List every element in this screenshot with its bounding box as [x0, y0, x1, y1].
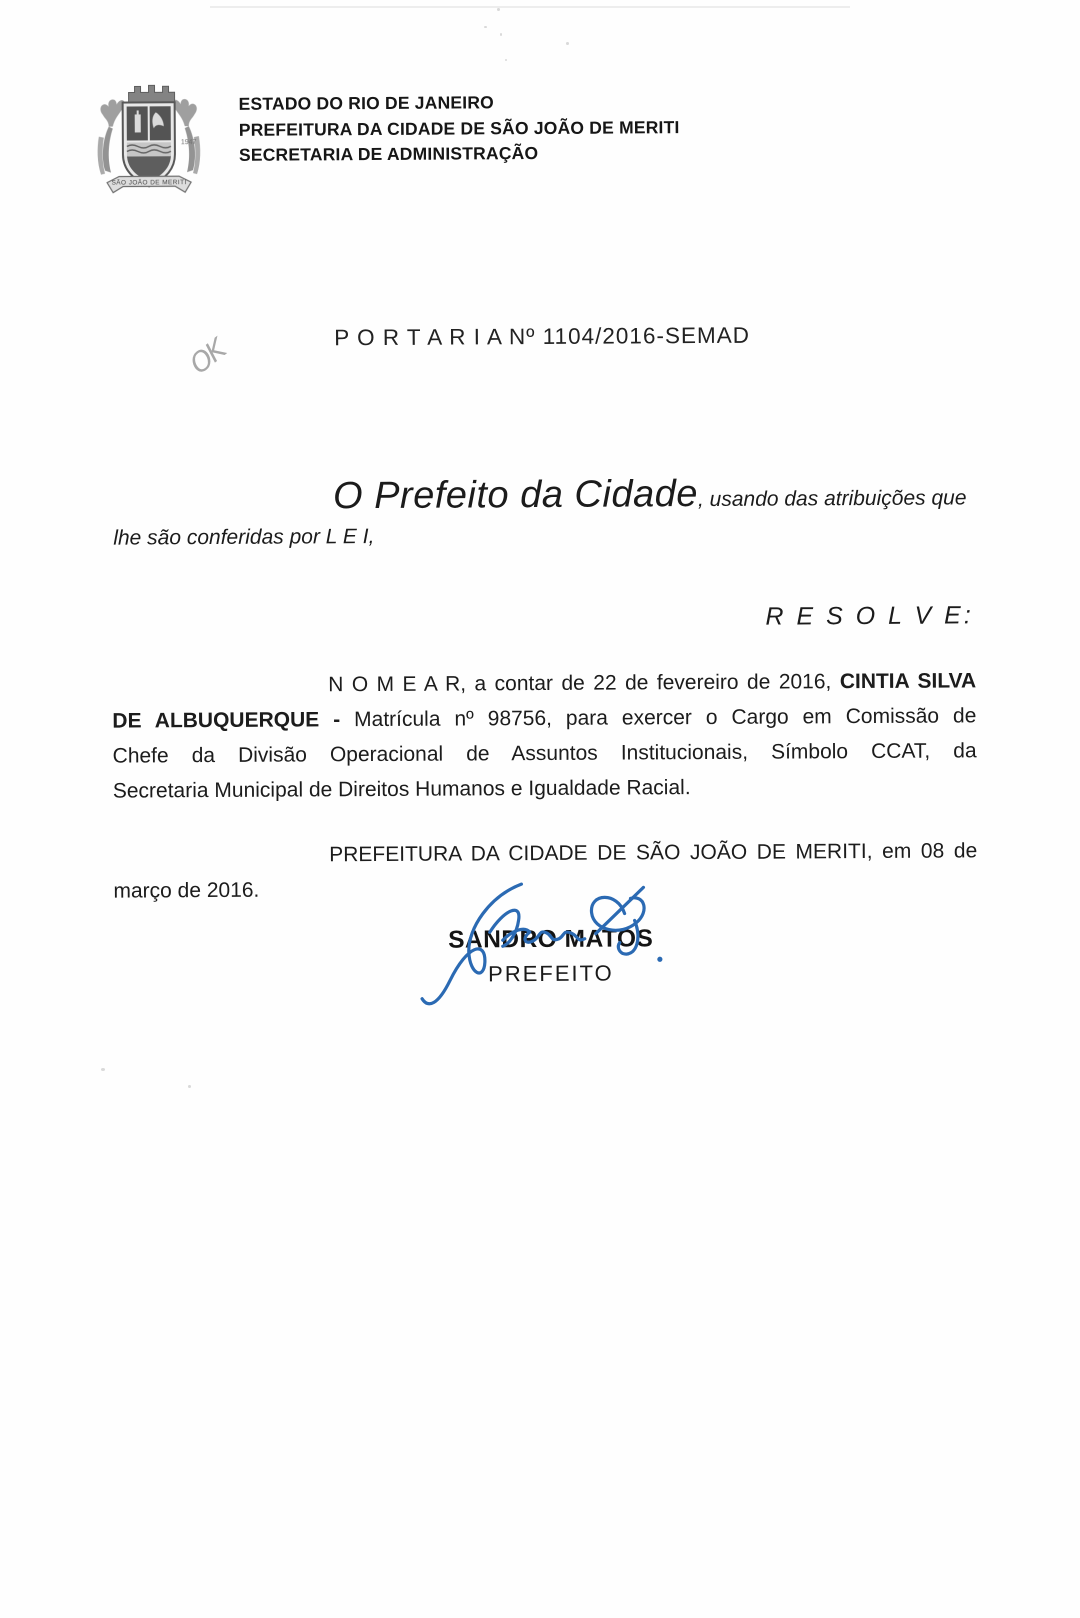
crest-year: 1947 [180, 139, 197, 147]
body-line-1-text: N O M E A R, a contar de 22 de fevereiro de 2016, [328, 670, 840, 697]
signer-name: SANDRO MATOS [448, 925, 654, 954]
letterhead-line-3: SECRETARIA DE ADMINISTRAÇÃO [238, 143, 539, 165]
closing-line-1: PREFEITURA DA CIDADE DE SÃO JOÃO DE MERITI, em 08 de [329, 839, 978, 867]
appointee-name-part-2: DE ALBUQUERQUE - [112, 708, 355, 733]
preamble-lead: O Prefeito da Cidade [332, 473, 699, 518]
letterhead-line-1: ESTADO DO RIO DE JANEIRO [238, 92, 495, 114]
document-title: P O R T A R I A Nº 1104/2016-SEMAD [334, 322, 751, 351]
letterhead-line-2: PREFEITURA DA CIDADE DE SÃO JOÃO DE MERITI [238, 116, 680, 140]
resolve-label: R E S O L V E: [765, 601, 974, 631]
crest-banner-text: SÃO JOÃO DE MERITI [111, 179, 187, 187]
body-line-4: Secretaria Municipal de Direitos Humanos e Igualdade Racial. [112, 776, 691, 803]
body-line-3: Chefe da Divisão Operacional de Assuntos Institucionais, Símbolo CCAT, da [112, 739, 977, 768]
preamble-lead-tail: , usando das atribuições que [697, 486, 967, 512]
closing-line-2: março de 2016. [113, 878, 260, 903]
signature-block [306, 924, 796, 988]
letterhead [239, 89, 680, 168]
signer-title: PREFEITO [488, 960, 614, 987]
closing-paragraph [113, 833, 977, 908]
body-line-1 [112, 663, 976, 703]
appointee-name-part-1: CINTIA SILVA [839, 669, 977, 694]
handwritten-ok-note: OK [184, 334, 231, 381]
preamble-lead-line [333, 471, 967, 518]
body-line-2-text: Matrícula nº 98756, para exercer o Cargo em Comissão de [354, 704, 977, 732]
coat-of-arms-icon [88, 78, 209, 205]
body-line-2 [112, 698, 976, 738]
preamble-line-2: lhe são conferidas por L E I, [113, 525, 375, 550]
body-paragraph [112, 663, 977, 808]
